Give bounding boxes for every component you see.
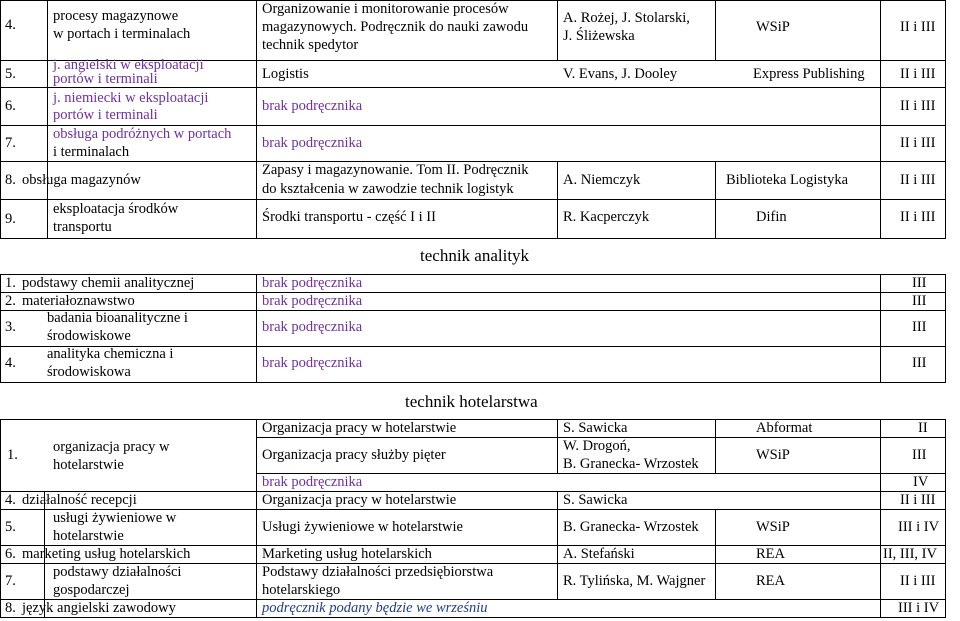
table-border-bottom [0,382,945,383]
subject-line: j. niemiecki w eksploatacji [53,90,209,106]
classes: II i III [900,492,936,508]
classes: III [912,447,927,463]
col-divider [256,419,257,618]
subject: podstawy chemii analitycznej [22,275,195,291]
subject-line: hotelarstwie [53,457,124,473]
table-border-right [945,0,946,239]
publisher: WSiP [756,19,790,35]
col-divider [880,274,881,383]
authors: S. Sawicka [563,492,628,508]
authors: R. Kacperczyk [563,209,650,225]
classes: II i III [900,172,936,188]
authors-line: B. Granecka- Wrzostek [563,456,699,472]
classes: II [918,420,928,436]
col-divider [715,161,716,239]
book-title: Organizacja pracy w hotelarstwie [262,420,457,436]
no-textbook: brak podręcznika [262,355,363,371]
table-border-right [945,274,946,383]
row-divider [0,292,945,293]
subject-line: podstawy działalności [53,564,182,580]
table-border-bottom [0,238,945,239]
row-number: 6. [5,98,16,114]
authors: R. Tylińska, M. Wajgner [563,573,706,589]
subject-line: środowiskowe [47,328,131,344]
subject: materiałoznawstwo [22,293,135,309]
subject-line: eksploatacja środków [53,201,179,217]
authors: V. Evans, J. Dooley [563,66,678,82]
book-title-line: technik spedytor [262,37,359,53]
classes: III i IV [898,519,940,535]
book-title-line: Zapasy i magazynowanie. Tom II. Podręcznik [262,162,529,178]
row-number: 8. [5,600,16,616]
book-title: Środki transportu - część I i II [262,209,436,225]
subject-line: w portach i terminalach [53,26,191,42]
row-number: 1. [7,447,18,463]
authors: A. Niemczyk [563,172,641,188]
row-number: 5. [5,519,16,535]
authors: B. Granecka- Wrzostek [563,519,699,535]
subject-line: środowiskowa [47,364,131,380]
classes: III [912,293,927,309]
book-title: Organizacja pracy służby pięter [262,447,446,463]
no-textbook: brak podręcznika [262,98,363,114]
section-heading: technik hotelarstwa [405,392,538,411]
col-divider [715,509,716,599]
classes: III [912,275,927,291]
col-divider [256,274,257,383]
subject-line: analityka chemiczna i [47,346,174,362]
row-number: 4. [5,17,16,33]
subject-line: badania bioanalityczne i [47,310,188,326]
col-divider [557,161,558,239]
book-title-line: Organizowanie i monitorowanie procesów [262,1,509,17]
classes: III [912,319,927,335]
subject: język angielski zawodowy [22,600,176,616]
book-title-line: magazynowych. Podręcznik do nauki zawodu [262,19,529,35]
row-number: 3. [5,319,16,335]
col-divider [557,0,558,61]
col-divider [0,274,1,383]
row-number: 6. [5,546,16,562]
subject-line: portów i terminali [53,107,158,123]
row-number: 1. [5,275,16,291]
col-divider [557,419,558,474]
classes: II, III, IV [883,546,937,562]
subject-line: obsługa podróżnych w portach [53,126,232,142]
authors-line: J. Śliżewska [563,28,635,44]
table-border-right [945,419,946,618]
subject-line: i terminalach [53,144,130,160]
no-textbook: brak podręcznika [262,275,363,291]
publisher: REA [756,546,785,562]
subject: obsługa magazynów [22,172,141,188]
col-divider [715,0,716,61]
classes: II i III [900,98,936,114]
classes: II i III [900,66,936,82]
subject-line: gospodarczej [53,582,130,598]
subject-line: usługi żywieniowe w [53,510,177,526]
row-divider [0,491,945,492]
book-title-line: hotelarskiego [262,582,341,598]
table-border-bottom [0,617,945,618]
col-divider [0,0,1,239]
classes: III [912,355,927,371]
subject-line: procesy magazynowe [53,8,179,24]
subject: marketing usług hotelarskich [22,546,191,562]
col-divider [256,0,257,239]
publisher: Express Publishing [753,66,865,82]
col-divider [557,491,558,599]
subject-line: transportu [53,219,112,235]
col-divider [880,419,881,618]
row-number: 8. [5,172,16,188]
publisher: WSiP [756,519,790,535]
subject-line: hotelarstwie [53,528,124,544]
row-number: 7. [5,573,16,589]
authors-line: A. Rożej, J. Stolarski, [563,10,690,26]
no-textbook: brak podręcznika [262,135,363,151]
no-textbook: brak podręcznika [262,474,363,490]
row-number: 9. [5,211,16,227]
subject-line: portów i terminali [53,71,158,87]
col-divider [0,419,1,618]
publisher: Abformat [756,420,813,436]
authors: A. Stefański [563,546,635,562]
classes: III i IV [898,600,940,616]
classes: II i III [900,573,936,589]
classes: IV [913,474,929,490]
row-number: 4. [5,355,16,371]
classes: II i III [900,209,936,225]
textbook-note: podręcznik podany będzie we wrześniu [262,600,488,616]
row-number: 4. [5,492,16,508]
subject: działalność recepcji [22,492,137,508]
no-textbook: brak podręcznika [262,293,363,309]
classes: II i III [900,19,936,35]
col-divider [47,0,48,239]
section-heading: technik analityk [420,246,530,265]
subject-line: j. angielski w eksploatacji [53,57,204,73]
authors: S. Sawicka [563,420,628,436]
row-number: 5. [5,66,16,82]
publisher: WSiP [756,447,790,463]
col-divider [880,0,881,239]
book-title: Marketing usług hotelarskich [262,546,432,562]
book-title: Logistis [262,66,309,82]
publisher: Biblioteka Logistyka [726,172,849,188]
book-title-line: Podstawy działalności przedsiębiorstwa [262,564,494,580]
authors-line: W. Drogoń, [563,438,631,454]
book-title: Organizacja pracy w hotelarstwie [262,492,457,508]
subject-line: organizacja pracy w [53,439,170,455]
col-divider [715,419,716,474]
book-title: Usługi żywieniowe w hotelarstwie [262,519,463,535]
row-divider [0,199,945,200]
row-number: 7. [5,135,16,151]
book-title-line: do kształcenia w zawodzie technik logistyk [262,181,514,197]
publisher: Difin [756,209,787,225]
classes: II i III [900,135,936,151]
no-textbook: brak podręcznika [262,319,363,335]
row-number: 2. [5,293,16,309]
publisher: REA [756,573,785,589]
